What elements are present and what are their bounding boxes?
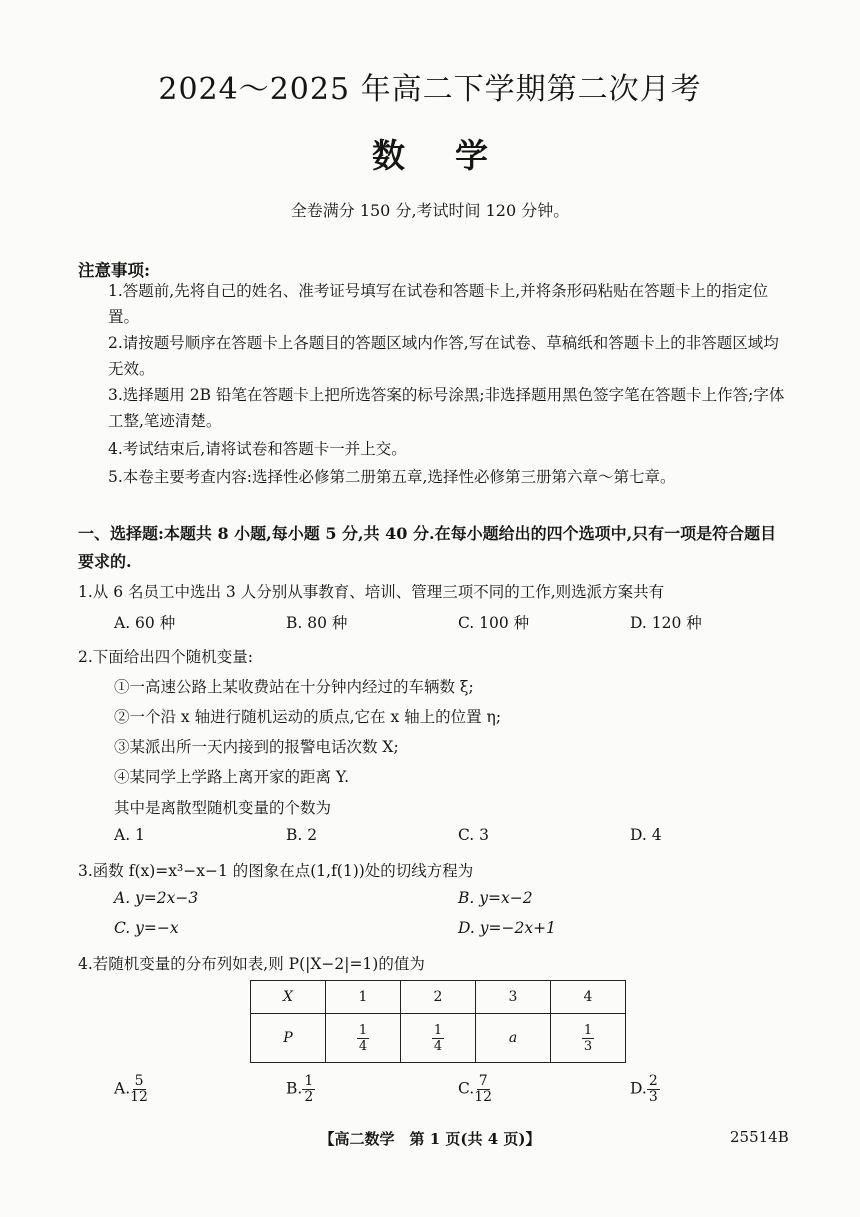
fraction-denominator: 12 — [474, 1089, 493, 1105]
table-cell: a — [476, 1014, 551, 1063]
table-cell: 3 — [476, 981, 551, 1014]
q1-option-b: B. 80 种 — [286, 614, 348, 632]
fraction-denominator: 3 — [583, 1038, 593, 1054]
table-cell — [326, 1014, 401, 1063]
fraction-numerator: 5 — [134, 1073, 144, 1089]
q3-option-d: D. y=−2x+1 — [458, 919, 556, 937]
fraction-denominator: 3 — [648, 1089, 658, 1105]
q2-option-d: D. 4 — [630, 826, 662, 844]
option-letter: B. — [286, 1079, 303, 1098]
table-cell — [551, 1014, 626, 1063]
q2-item: ①一高速公路上某收费站在十分钟内经过的车辆数 ξ; — [114, 678, 474, 696]
fraction-numerator: 1 — [358, 1022, 368, 1038]
table-cell: P — [251, 1014, 326, 1063]
subject-title: 数学 — [372, 136, 538, 175]
q2-option-a: A. 1 — [114, 826, 145, 844]
notice-heading: 注意事项: — [78, 261, 151, 280]
table-cell: X — [251, 981, 326, 1014]
q2-item: ②一个沿 x 轴进行随机运动的质点,它在 x 轴上的位置 η; — [114, 708, 502, 726]
q1-option-a: A. 60 种 — [114, 614, 176, 632]
q2-option-c: C. 3 — [458, 826, 490, 844]
q3-option-b: B. y=x−2 — [458, 889, 533, 907]
fraction-numerator: 2 — [648, 1073, 658, 1089]
q3-option-a: A. y=2x−3 — [114, 889, 199, 907]
fraction-denominator: 4 — [358, 1038, 368, 1054]
notice-item: 3.选择题用 2B 铅笔在答题卡上把所选答案的标号涂黑;非选择题用黑色签字笔在答题卡上作答;字体工整,笔迹清楚。 — [108, 386, 785, 430]
option-letter: C. — [458, 1079, 475, 1098]
table-cell — [401, 1014, 476, 1063]
section-heading: 一、选择题:本题共 8 小题,每小题 5 分,共 40 分.在每小题给出的四个选项中,只有一项是符合题目要求的. — [78, 524, 777, 571]
q4-option-c — [458, 1074, 492, 1105]
q1-option-d: D. 120 种 — [630, 614, 702, 632]
question-1-stem: 1.从 6 名员工中选出 3 人分别从事教育、培训、管理三项不同的工作,则选派方案共有 — [78, 583, 665, 601]
table-cell: 4 — [551, 981, 626, 1014]
exam-title: 2024～2025 年高二下学期第二次月考 — [158, 72, 702, 107]
q2-option-b: B. 2 — [286, 826, 318, 844]
notice-item: 2.请按题号顺序在答题卡上各题目的答题区域内作答,写在试卷、草稿纸和答题卡上的非答题区域均无效。 — [108, 334, 779, 378]
notice-item: 1.答题前,先将自己的姓名、准考证号填写在试卷和答题卡上,并将条形码粘贴在答题卡上的指定位置。 — [108, 282, 769, 326]
fraction-numerator: 1 — [304, 1073, 314, 1089]
fraction-numerator: 7 — [478, 1073, 488, 1089]
q4-option-d — [630, 1074, 660, 1105]
q2-question: 其中是离散型随机变量的个数为 — [114, 799, 332, 817]
option-letter: A. — [114, 1079, 131, 1098]
notice-item: 4.考试结束后,请将试卷和答题卡一并上交。 — [108, 440, 407, 458]
notice-item: 5.本卷主要考查内容:选择性必修第二册第五章,选择性必修第三册第六章～第七章。 — [108, 468, 676, 486]
fraction-denominator: 4 — [433, 1038, 443, 1054]
fraction-denominator: 2 — [304, 1089, 314, 1105]
exam-code: 25514B — [730, 1128, 789, 1146]
question-4-stem: 4.若随机变量的分布列如表,则 P(|X−2|=1)的值为 — [78, 955, 425, 973]
q4-option-b — [286, 1074, 315, 1105]
fraction-numerator: 1 — [433, 1022, 443, 1038]
question-3-stem: 3.函数 f(x)=x³−x−1 的图象在点(1,f(1))处的切线方程为 — [78, 862, 474, 880]
question-2-stem: 2.下面给出四个随机变量: — [78, 648, 254, 666]
q2-item: ④某同学上学路上离开家的距离 Y. — [114, 768, 350, 786]
q2-item: ③某派出所一天内接到的报警电话次数 X; — [114, 738, 399, 756]
q3-option-c: C. y=−x — [114, 919, 179, 937]
table-cell: 2 — [401, 981, 476, 1014]
table-cell: 1 — [326, 981, 401, 1014]
fraction-denominator: 12 — [130, 1089, 148, 1105]
fraction-numerator: 1 — [583, 1022, 593, 1038]
option-letter: D. — [630, 1079, 647, 1098]
distribution-table — [250, 980, 626, 1063]
exam-info: 全卷满分 150 分,考试时间 120 分钟。 — [290, 201, 570, 220]
page-footer: 【高二数学 第 1 页(共 4 页)】 — [319, 1130, 541, 1148]
q1-option-c: C. 100 种 — [458, 614, 530, 632]
q4-option-a — [114, 1074, 148, 1105]
